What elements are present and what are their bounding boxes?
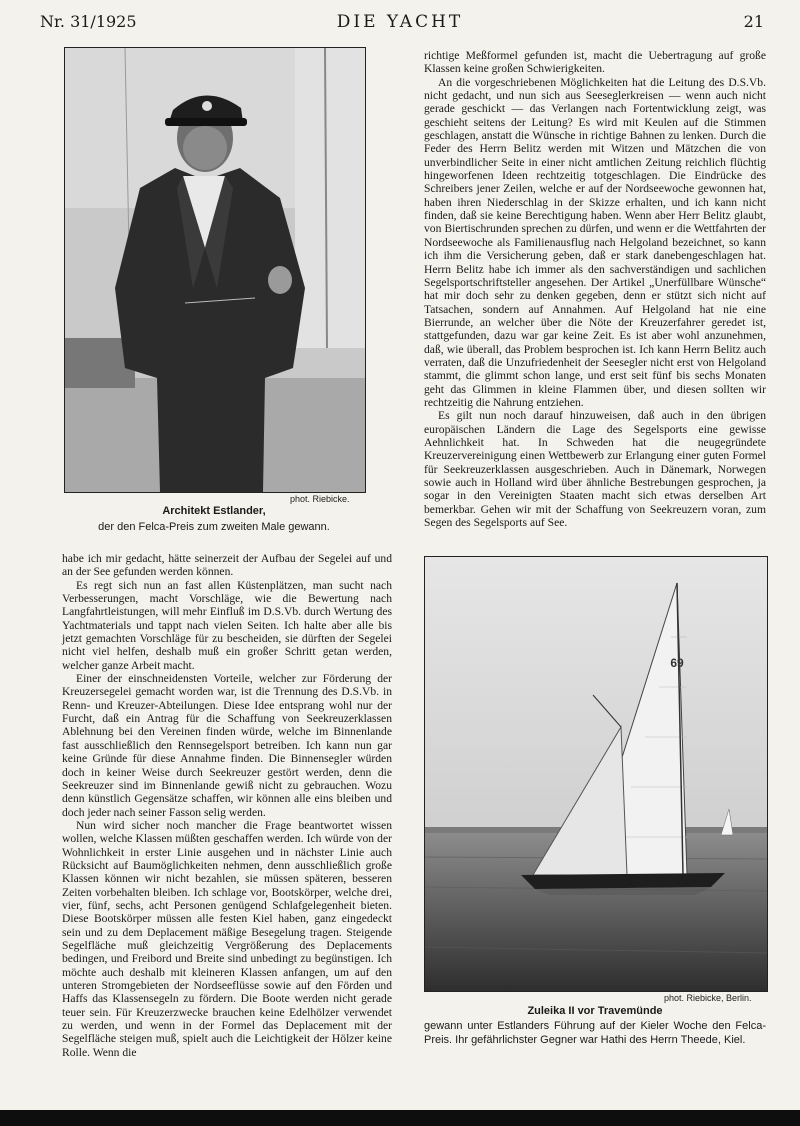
portrait-caption-title: Architekt Estlander, [162,505,266,517]
paragraph: Es gilt nun noch darauf hinzuweisen, daß auch in den übrigen europäischen Ländern die Lage des Segelsports eine gewisse Aehnlichkeit hat. In Schweden hat die neugegründete Kreuzervereinigung einen Wettbewerb zur Erlangung einer guten Formel für Seekreuzerklassen ausgeschrieben. Auch in Dänemark, Norwegen sowie auch in Holland wird über ähnliche Bestrebungen gesprochen, ja sogar in den Vereinigten Staaten macht sich etwas derselben Art bemerkbar. Gehen wir mit der Schaffung von Seekreuzern voran, zum Segen des Segelsports auf See. [424,409,766,530]
paragraph: richtige Meßformel gefunden ist, macht die Uebertragung auf große Klassen keine großen Schwierigkeiten. [424,49,766,76]
portrait-photo [64,47,366,493]
yacht-caption-title: Zuleika II vor Travemünde [527,1005,663,1017]
scan-edge [0,1110,800,1126]
paragraph: Es regt sich nun an fast allen Küstenplätzen, man sucht nach Verbesserungen, macht Vorschläge, wie die Bewertung nach Langfahrtleistungen, will mehr Einfluß im D.S.Vb. durch Wertung des Yachtmaterials und tappt nach vielen Seiten. Ich halte aber alle bis jetzt gemachten Vorschläge für zu bescheiden, sie dürften der Segelei nicht viel helfen, deshalb muß ein großer Schritt getan werden, welcher ganze Arbeit macht. [62,578,392,672]
paragraph: habe ich mir gedacht, hätte seinerzeit der Aufbau der Segelei auf und an der See gefunden werden können. [62,552,392,579]
paragraph: An die vorgeschriebenen Möglichkeiten hat die Leitung des D.S.Vb. nicht gedacht, und nun sich aus Seeseglerkreisen — wenn auch nicht gerade geschickt — das Verlangen nach Fortentwicklung zeigt, was geschieht seitens der Leitung? Es wird mit Keulen auf die Stimmen geschlagen, anstatt die Wünsche in richtige Bahnen zu lenken. Durch die Feder des Herrn Belitz werden mit Witzen und Mätzchen die von unverbindlicher Seite in einer nicht amtlichen Zeitung reichlich flüchtig hingeworfenen Ideen rechtzeitig totgeschlagen. Die Eindrücke des Schreibers jener Zeilen, welche er auf der Nordseewoche gewonnen hat, haben ihren Niederschlag in der Skizze erhalten, und ich kann nicht finden, daß sie keine Berechtigung haben. Wenn aber Herr Belitz glaubt, von Biertischrunden sprechen zu dürfen, und wenn er die Wettfahrten der Nordseewoche als Familienausflug nach Helgoland bezeichnet, so kann ich ihm die Versicherung geben, daß er stark danebengeschlagen hat. Herrn Belitz habe ich immer als den sachverständigen und sachlichen Segelsportschriftsteller angesehen. Der Artikel „Unerfüllbare Wünsche“ hat mir doch sehr zu denken gegeben, denn er stützt sich nicht auf Tatsachen, sondern auf Annahmen. Auf Helgoland hat nie eine Bierrunde, an welcher über die Nöte der Kreuzerfahrer geredet ist, stattgefunden, dazu war gar keine Zeit. Es ist aber wohl anzunehmen, daß, wie überall, das Problem besprochen ist. Ich kann Herrn Belitz auch verraten, daß die Unzufriedenheit der Seesegler nicht erst von Helgoland stammt, die glimmt schon lange, und erst seit fünf bis sechs Monaten geht das Glimmen in kleine Flammen über, und diesen sollten wir rechtzeitig die Nahrung entziehen. [424,75,766,409]
paragraph: Einer der einschneidensten Vorteile, welcher zur Förderung der Kreuzersegelei gemacht worden war, ist die Trennung des D.S.Vb. in Renn- und Kreuzer-Abteilungen. Diese Idee entsprang wohl nur der Furcht, daß ein Antrag für die Schaffung von Seekreuzerklassen Ablehnung bei den Vereinen finden würde, welche im Binnenlande fast ausschließlich den Rennsegelsport betreiben. Ich kann nun gar keine Gründe für diese Annahme finden. Die Binnensegler würden doch in keiner Weise durch Seekreuzer gestört werden, denn die Seekreuzer sind im Binnenlande gewiß nicht zu gebrauchen. Wozu denn künstlich Gegensätze schaffen, wir können alle eins bleiben und doch jeder nach seiner Fasson selig werden. [62,672,392,819]
portrait-caption-text: der den Felca-Preis zum zweiten Male gewann. [98,521,330,533]
portrait-illustration [65,48,365,492]
left-column-text [62,552,392,1059]
paragraph: Nun wird sicher noch mancher die Frage beantwortet wissen wollen, welche Klassen müßten geschaffen werden. Ich würde von der Wohnlichkeit in erster Linie ausgehen und in nächster Linie auch Rücksicht auf Baumöglichkeiten nehmen, denn ausschließlich große Klassen können wir nicht bezahlen, sie müssen späteren, besseren Zeiten vorbehalten bleiben. Ich schlage vor, Bootskörper, welche drei, vier, fünf, sechs, acht Personen genügend Schlafgelegenheit bieten. Diese Bootskörper müssen alle festen Kiel haben, ganz eingedeckt sein und zu dem Deplacement mäßige Besegelung tragen. Steigende Segelfläche muß gleichzeitig Vergrößerung des Deplacements bedingen, und Freibord und Breite sind unbedingt zu begünstigen. Ich möchte auch deshalb mit kleineren Klassen anfangen, um auf den unteren Stromgebieten der Nordseeflüsse sowie auf den Förden und Haffs das Klassensegeln zu fördern. Die Boote werden nicht gerade teuer sein. Für Kreuzerzwecke brauchen keine Edelhölzer verwendet zu werden, und wenn in der Formel das Deplacement mit der Segelfläche steigen muß, spielt auch die Leichtigkeit der Hölzer keine Rolle. Wenn die [62,818,392,1059]
sail-number: 69 [670,656,684,670]
yacht-illustration [425,557,767,991]
issue-number: Nr. 31/1925 [40,12,137,31]
magazine-title: DIE YACHT [336,12,464,32]
page-number: 21 [743,12,764,31]
right-column-text [424,49,766,529]
yacht-photo-credit: phot. Riebicke, Berlin. [664,993,752,1003]
portrait-photo-credit: phot. Riebicke. [290,494,350,504]
yacht-caption-text: gewann unter Estlanders Führung auf der Kieler Woche den Felca-Preis. Ihr gefährlichster Gegner war Hathi des Herrn Theede, Kiel. [424,1020,766,1046]
yacht-photo [424,556,768,992]
